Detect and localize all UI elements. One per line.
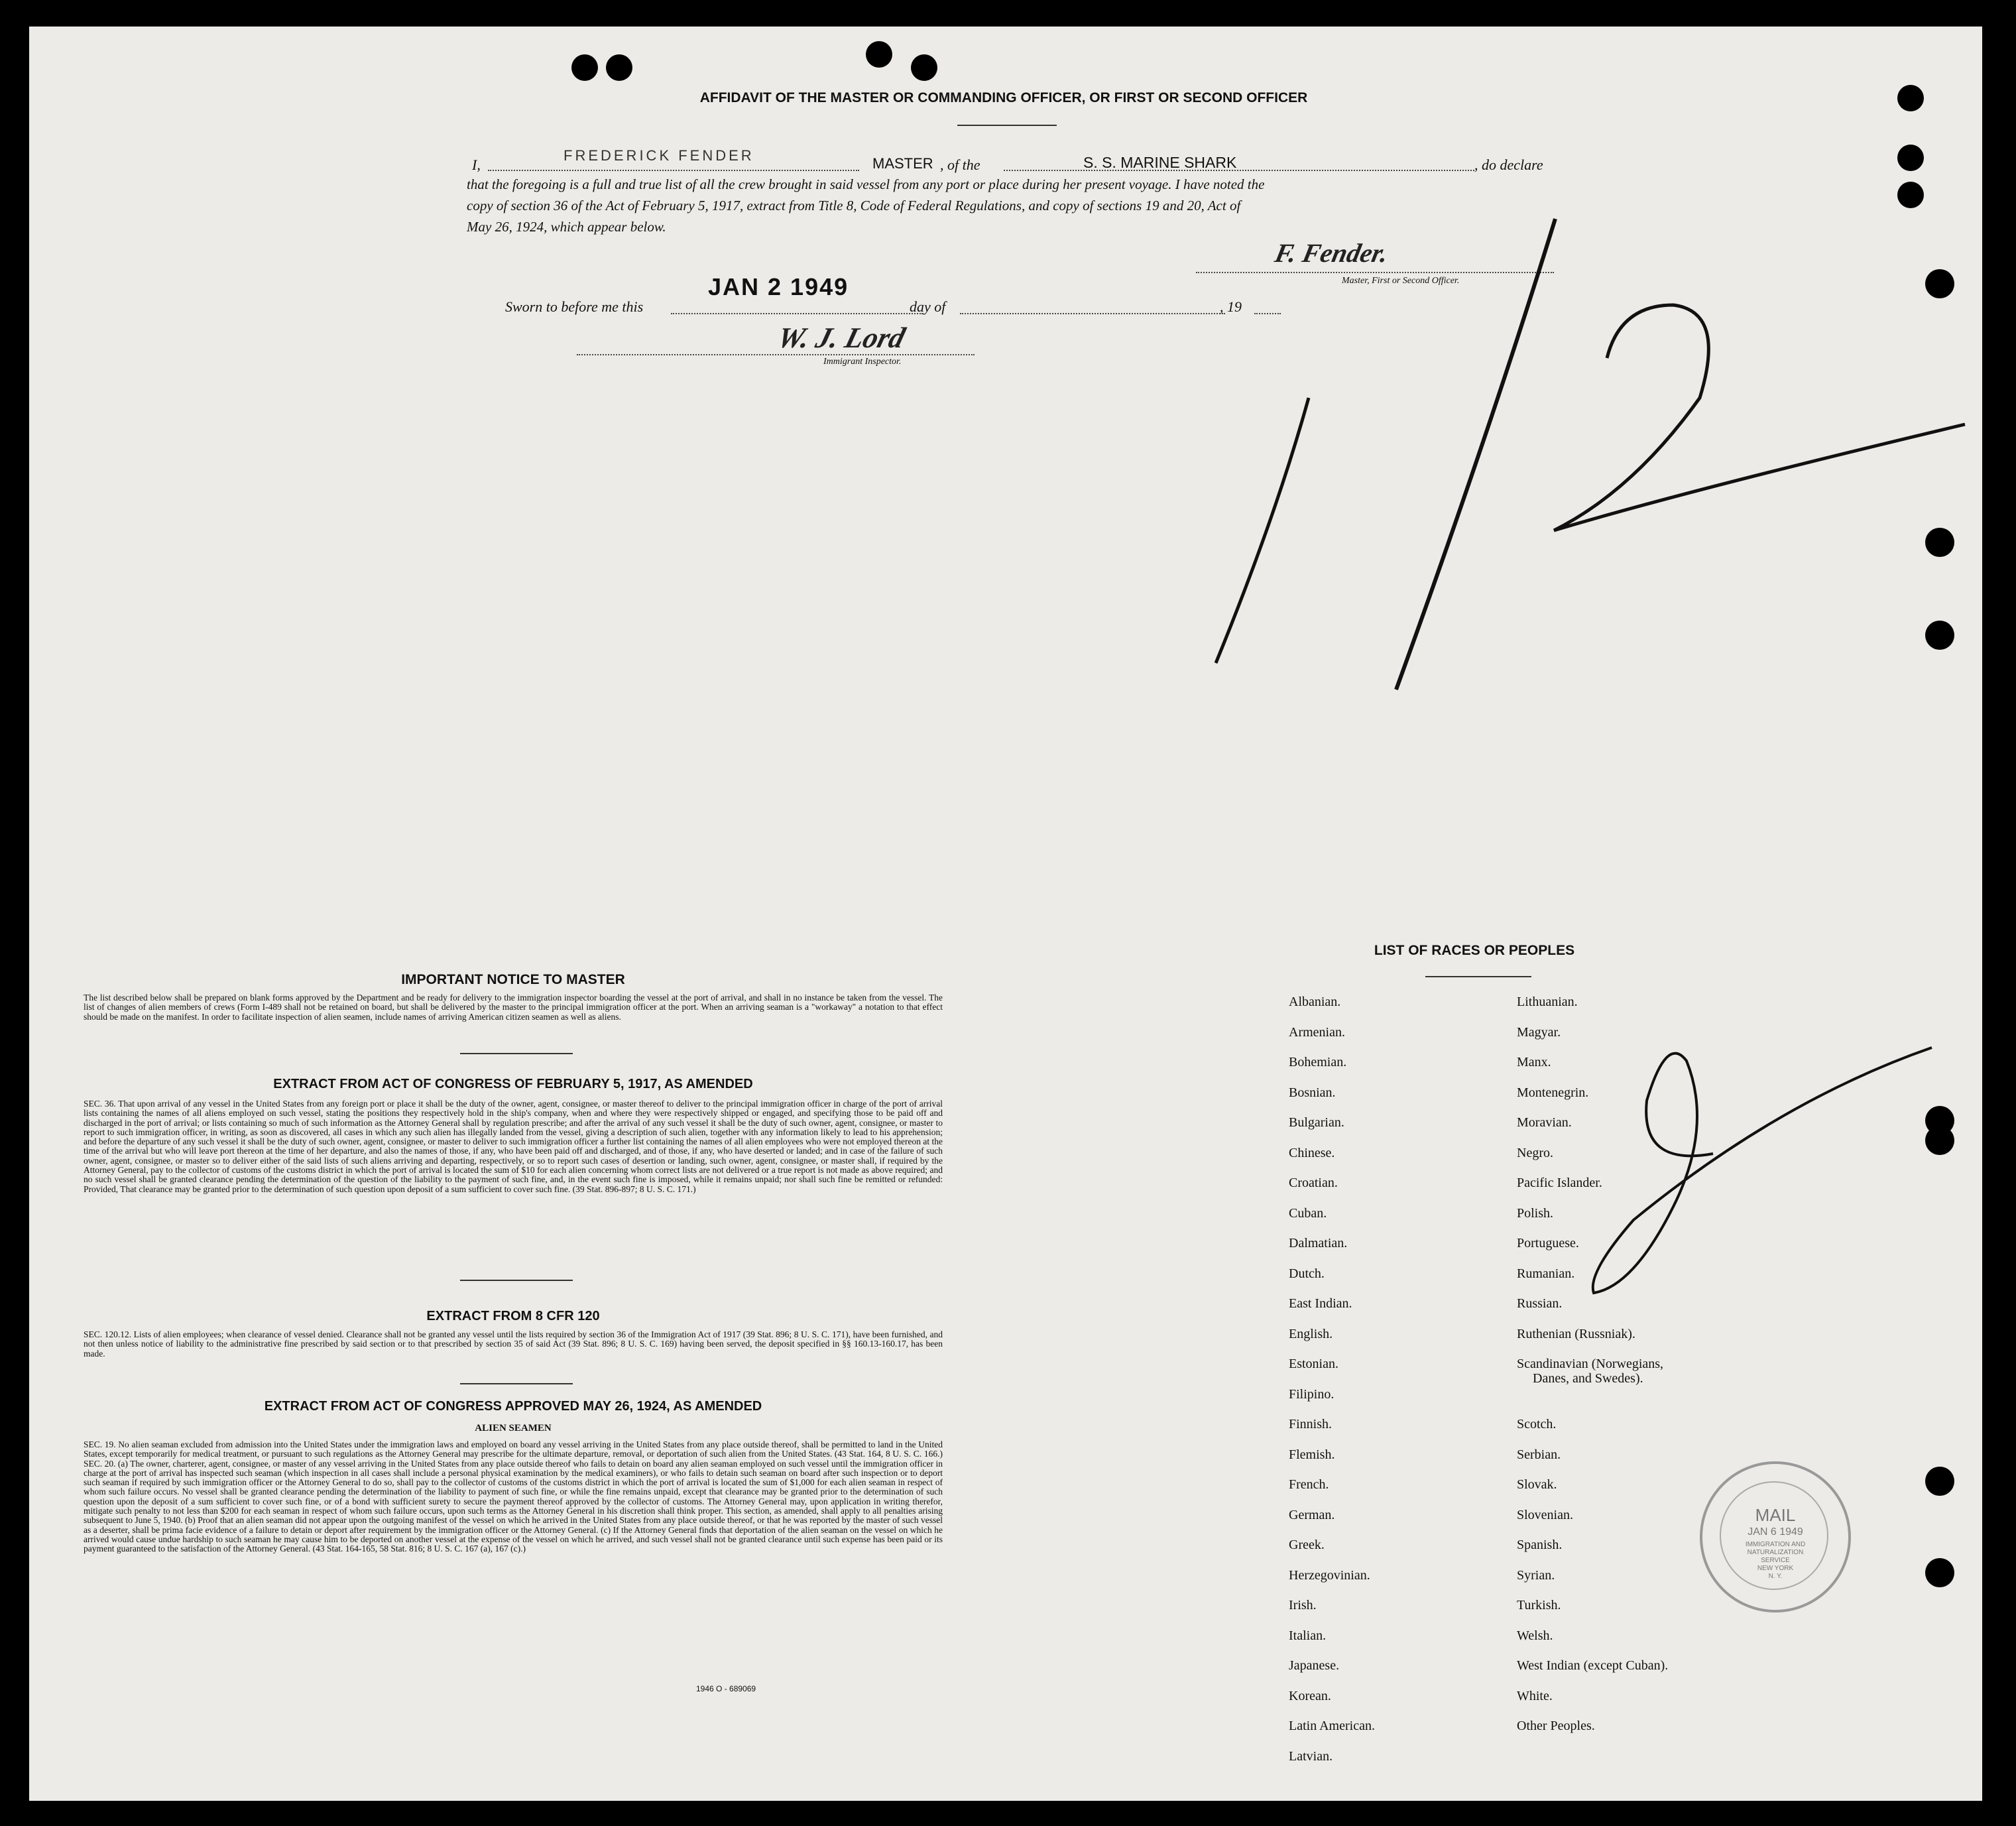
notice-heading: IMPORTANT NOTICE TO MASTER xyxy=(401,972,625,987)
race-item: Greek. xyxy=(1289,1538,1325,1552)
race-item: Dutch. xyxy=(1289,1266,1325,1281)
race-item: Rumanian. xyxy=(1517,1266,1575,1281)
inspector-signature-caption: Immigrant Inspector. xyxy=(823,357,902,367)
stamp-line-1: IMMIGRATION AND xyxy=(1745,1541,1806,1548)
race-item: Spanish. xyxy=(1517,1538,1563,1552)
year-label: , 19 xyxy=(1220,298,1242,315)
race-item: Other Peoples. xyxy=(1517,1719,1595,1733)
extract-cfr-rule xyxy=(460,1383,573,1384)
affidavit-title: AFFIDAVIT OF THE MASTER OR COMMANDING OFFICER, OR FIRST OR SECOND OFFICER xyxy=(699,90,1308,105)
race-item: Italian. xyxy=(1289,1628,1327,1643)
affidavit-body-line-3: May 26, 1924, which appear below. xyxy=(467,219,666,235)
race-item: Turkish. xyxy=(1517,1598,1561,1613)
manifest-page xyxy=(29,27,1982,1801)
race-item: Flemish. xyxy=(1289,1447,1335,1462)
sworn-label: Sworn to before me this xyxy=(505,298,644,315)
master-signature: F. Fender. xyxy=(1272,238,1392,268)
do-declare-label: , do declare xyxy=(1474,156,1543,173)
race-item: English. xyxy=(1289,1326,1333,1341)
extract-1924-text: SEC. 19. No alien seaman excluded from admission into the United States under the immigration laws and employed on board any vessel arriving in the United States from any place outside thereof, shall be permitted to land in the United States, except temporarily for medical treatment, or pursuant to such regulations as the Attorney General may prescribe for the ultimate departure, removal, or deportation of such alien from the United States. (43 Stat. 164, 8 U. S. C. 166.) SEC. 20. (a) The owner, charterer, agent, consignee, or master of any vessel arriving in the United States from any place outside thereof who fails to detain on board any alien seaman employed on such vessel until the immigration officer in charge at the port of arrival has inspected such seaman (which inspection in all cases shall include a personal physical examination by the medical examiners), or who fails to detain such seaman on board after such inspection or to deport such seaman if required by such immigration officer or the Attorney General to do so, shall pay to the collector of customs of the customs district in which the port of arrival is located the sum of $1,000 for each alien seaman in respect of whom such failure occurs. No vessel shall be granted clearance pending the determination of the liability to payment of such fine, or while the fine remains unpaid, except that clearance may be granted prior to the determination of such question upon the deposit of a sum sufficient to cover such fine, or of a bond with sufficient surety to secure the payment thereof approved by the collector of customs. The Attorney General may, upon application in writing therefor, mitigate such penalty to not less than $200 for each seaman in respect of whom such failure occurs, upon such terms as the Attorney General in his discretion shall think proper. This section, as amended, shall apply to all penalties arising subsequent to June 5, 1940. (b) Proof that an alien seaman did not appear upon the outgoing manifest of the vessel on which he arrived in the United States from any place outside thereof, or that he was reported by the master of such vessel as a deserter, shall be prima facie evidence of a failure to detain or deport after requirement by the immigration officer or the Attorney General. (c) If the Attorney General finds that deportation of the alien seaman on the vessel on which he arrived would cause undue hardship to such seaman he may cause him to be deported on another vessel at the expense of the vessel on which he arrived, and such vessel shall not be granted clearance until such expense has been paid or its payment guaranteed to the satisfaction of the Attorney General. (43 Stat. 164-165, 58 Stat. 816; 8 U. S. C. 167 (a), 167 (c).) xyxy=(84,1439,943,1554)
race-item: White. xyxy=(1517,1688,1553,1703)
race-item: Ruthenian (Russniak). xyxy=(1517,1326,1635,1341)
master-signature-caption: Master, First or Second Officer. xyxy=(1342,276,1460,286)
print-code: 1946 O - 689069 xyxy=(696,1684,756,1693)
race-item: Estonian. xyxy=(1289,1357,1338,1371)
pen-stroke-12 xyxy=(1554,305,1965,530)
race-item: Albanian. xyxy=(1289,995,1341,1009)
stamp-date: JAN 6 1949 xyxy=(1748,1526,1803,1538)
race-item: Cuban. xyxy=(1289,1205,1327,1221)
race-item: Latin American. xyxy=(1289,1719,1375,1733)
race-item: Korean. xyxy=(1289,1688,1331,1703)
race-item: East Indian. xyxy=(1289,1296,1352,1311)
pen-stroke-2 xyxy=(1396,219,1555,690)
day-of-label: day of xyxy=(910,298,946,315)
sworn-date-stamp: JAN 2 1949 xyxy=(708,273,849,300)
inspector-signature: W. J. Lord xyxy=(774,322,909,354)
pen-stroke-8 xyxy=(1593,1048,1932,1293)
stamp-line-2: NATURALIZATION xyxy=(1747,1549,1804,1556)
race-item: Latvian. xyxy=(1289,1748,1333,1764)
race-item: Irish. xyxy=(1289,1598,1317,1613)
notice-text: The list described below shall be prepared on blank forms approved by the Department and be ready for delivery to the immigration inspector boarding the vessel at the port of arrival, and shall in no instance be taken from the vessel. The list of changes of alien members of crews (Form I-489 shall not be retained on board, but shall be delivered by the master to the principal immigration officer at the port. When an arriving seaman is a "workaway" a notation to that effect should be made on the manifest. In order to facilitate inspection of alien seamen, include names of arriving American citizen seamen as well as aliens. xyxy=(84,993,943,1022)
race-item: Bulgarian. xyxy=(1289,1115,1344,1130)
vessel-name: S. S. MARINE SHARK xyxy=(1083,154,1237,171)
extract-cfr-text: SEC. 120.12. Lists of alien employees; when clearance of vessel denied. Clearance shall not be granted any vessel until the lists required by section 36 of the Immigration Act of 1917 (39 Stat. 896; 8 U. S. C. 171), have been furnished, and not then unless notice of liability to the administrative fine prescribed by said section or to that prescribed by section 35 of said Act (39 Stat. 896; 8 U. S. C. 169) having been served, the deposit specified in §§ 160.13-160.17, has been made. xyxy=(84,1329,943,1359)
extract-1917-heading: EXTRACT FROM ACT OF CONGRESS OF FEBRUARY 5, 1917, AS AMENDED xyxy=(273,1077,753,1091)
race-item: Magyar. xyxy=(1517,1024,1561,1040)
race-item: German. xyxy=(1289,1507,1335,1522)
master-name: FREDERICK FENDER xyxy=(563,147,754,164)
race-item: Manx. xyxy=(1517,1055,1551,1069)
race-item: Scotch. xyxy=(1517,1417,1557,1431)
race-item: Armenian. xyxy=(1289,1024,1345,1040)
affidavit-body-line-1: that the foregoing is a full and true list of all the crew brought in said vessel from any port or place during her present voyage. I have noted the xyxy=(467,176,1265,192)
race-item: Polish. xyxy=(1517,1205,1554,1221)
stamp-line-5: N. Y. xyxy=(1768,1573,1783,1580)
race-item: Portuguese. xyxy=(1517,1236,1579,1250)
race-item: Russian. xyxy=(1517,1296,1563,1311)
race-item: French. xyxy=(1289,1477,1329,1492)
alien-seamen-subheading: ALIEN SEAMEN xyxy=(475,1423,552,1433)
race-item: Chinese. xyxy=(1289,1145,1335,1160)
race-item: Croatian. xyxy=(1289,1176,1338,1190)
race-item: Serbian. xyxy=(1517,1447,1561,1462)
race-item: Syrian. xyxy=(1517,1567,1555,1583)
race-item: Bohemian. xyxy=(1289,1055,1347,1069)
race-item: Welsh. xyxy=(1517,1628,1553,1643)
race-item: Lithuanian. xyxy=(1517,995,1578,1009)
extract-cfr-heading: EXTRACT FROM 8 CFR 120 xyxy=(426,1309,600,1323)
race-item: Filipino. xyxy=(1289,1386,1334,1402)
extract-1917-text: SEC. 36. That upon arrival of any vessel in the United States from any foreign port or place it shall be the duty of the owner, agent, consignee, or master thereof to deliver to the principal immigration officer in charge of the port of arrival lists containing the names of all aliens employed on such vessel, stating the positions they respectively hold in the ship's company, when and where they were respectively shipped or engaged, and specifying those to be paid off and discharged in the port of arrival; or lists containing so much of such information as the Attorney General shall by regulation prescribe; and after the arrival of any such vessel it shall be the duty of such owner, agent, consignee, or master to report to such immigration officer, in writing, as soon as discovered, all cases in which any such alien has illegally landed from the vessel, giving a description of such alien, together with any information likely to lead to his apprehension; and before the departure of any such vessel it shall be the duty of such owner, agent, consignee, or master to deliver to such immigration officer a further list containing the names of all alien employees who were not employed thereon at the time of the arrival but who will leave port thereon at the time of her departure, and also the names of those, if any, who have been paid off and discharged, and of those, if any, who have deserted or landed; and in case of the failure of such owner, agent, consignee, or master so to deliver either of the said lists of such aliens arriving and departing, respectively, or so to report such cases of desertion or landing, such owner, agent, consignee, or master shall, if required by the Attorney General, pay to the collector of customs of the customs district in which the port of arrival is located the sum of $10 for each alien concerning whom correct lists are not delivered or a true report is not made as above required; and no such vessel shall be granted clearance pending the determination of the question of the liability to the payment of such fine, and, in the event such fine is imposed, while it remains unpaid; nor shall such fine be remitted or refunded: Provided, That clearance may be granted prior to the determination of such question upon deposit of a sum sufficient to cover such fine. (39 Stat. 896-897; 8 U. S. C. 171.) xyxy=(84,1099,943,1194)
stamp-line-4: NEW YORK xyxy=(1757,1565,1794,1572)
notice-rule xyxy=(460,1053,573,1054)
pen-stroke-1 xyxy=(1216,398,1309,663)
mail-stamp xyxy=(1700,1461,1851,1613)
extract-1917-rule xyxy=(460,1280,573,1281)
races-heading: LIST OF RACES OR PEOPLES xyxy=(1374,943,1575,958)
race-item: Finnish. xyxy=(1289,1417,1333,1431)
race-item: West Indian (except Cuban). xyxy=(1517,1658,1669,1673)
stamp-label: MAIL xyxy=(1755,1505,1796,1525)
i-label: I, xyxy=(472,156,481,173)
race-item: Dalmatian. xyxy=(1289,1236,1348,1250)
race-item: Montenegrin. xyxy=(1517,1085,1589,1100)
race-item: Japanese. xyxy=(1289,1658,1340,1673)
race-item: Danes, and Swedes). xyxy=(1533,1371,1643,1386)
stamp-line-3: SERVICE xyxy=(1761,1557,1790,1564)
extract-1924-heading: EXTRACT FROM ACT OF CONGRESS APPROVED MAY 26, 1924, AS AMENDED xyxy=(264,1399,762,1414)
races-rule xyxy=(1425,976,1531,977)
race-item: Slovenian. xyxy=(1517,1507,1573,1522)
affidavit-body-line-2: copy of section 36 of the Act of February 5, 1917, extract from Title 8, Code of Federal Regulations, and copy of sections 19 and 20, Act of xyxy=(467,198,1241,213)
race-item: Herzegovinian. xyxy=(1289,1567,1370,1583)
race-item: Pacific Islander. xyxy=(1517,1176,1602,1190)
of-the-label: , of the xyxy=(940,156,980,173)
race-item: Moravian. xyxy=(1517,1115,1572,1130)
race-item: Bosnian. xyxy=(1289,1085,1336,1100)
race-item: Slovak. xyxy=(1517,1477,1557,1492)
race-item: Negro. xyxy=(1517,1145,1553,1160)
rank-value: MASTER xyxy=(872,155,933,172)
race-item: Scandinavian (Norwegians, xyxy=(1517,1357,1664,1371)
